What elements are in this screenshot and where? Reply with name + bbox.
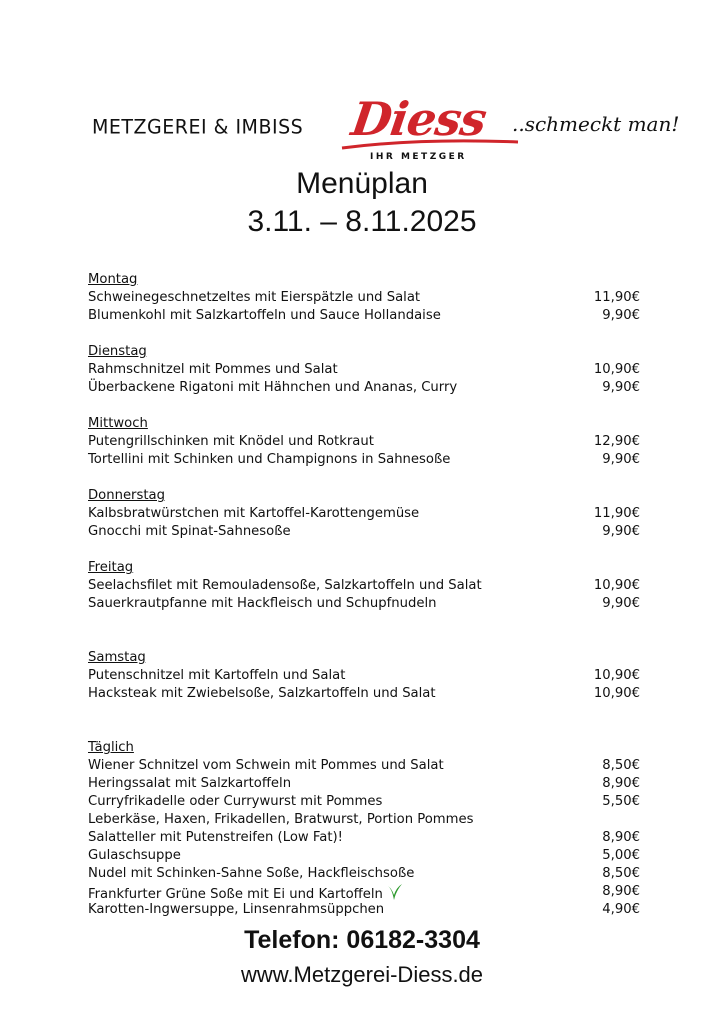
day-heading: Mittwoch bbox=[88, 416, 148, 431]
menu-item bbox=[88, 361, 648, 379]
menu-item bbox=[88, 793, 648, 811]
day-block bbox=[88, 739, 648, 919]
phone-number: Telefon: 06182-3304 bbox=[244, 926, 480, 954]
dish-name: Putengrillschinken mit Knödel und Rotkraut bbox=[88, 434, 374, 449]
dish-name: Seelachsfilet mit Remouladensoße, Salzkartoffeln und Salat bbox=[88, 578, 482, 593]
dish-name: Frankfurter Grüne Soße mit Ei und Kartoffeln bbox=[88, 887, 383, 902]
dish-price: 9,90€ bbox=[602, 524, 640, 539]
menu-item bbox=[88, 505, 648, 523]
dish-price: 10,90€ bbox=[593, 668, 640, 683]
day-heading: Dienstag bbox=[88, 344, 147, 359]
menu-item bbox=[88, 307, 648, 325]
dish-name: Gulaschsuppe bbox=[88, 848, 181, 863]
dish-price: 11,90€ bbox=[593, 290, 640, 305]
dish-name: Hacksteak mit Zwiebelsoße, Salzkartoffeln und Salat bbox=[88, 686, 436, 701]
menu-item bbox=[88, 451, 648, 469]
website-link[interactable]: www.Metzgerei-Diess.de bbox=[240, 962, 484, 987]
menu-item bbox=[88, 433, 648, 451]
day-heading: Freitag bbox=[88, 560, 134, 575]
dish-price: 9,90€ bbox=[602, 452, 640, 467]
menu-item bbox=[88, 811, 648, 829]
dish-price: 11,90€ bbox=[593, 506, 640, 521]
dish-price: 8,50€ bbox=[602, 866, 640, 881]
menu-item bbox=[88, 847, 648, 865]
menu-item bbox=[88, 577, 648, 595]
dish-name: Blumenkohl mit Salzkartoffeln und Sauce Hollandaise bbox=[88, 308, 441, 323]
dish-name: Curryfrikadelle oder Currywurst mit Pommes bbox=[88, 794, 383, 809]
day-block bbox=[88, 415, 648, 469]
dish-price: 12,90€ bbox=[593, 434, 640, 449]
dish-price: 8,90€ bbox=[602, 830, 640, 845]
dish-name: Putenschnitzel mit Kartoffeln und Salat bbox=[88, 668, 346, 683]
logo-swoosh-icon bbox=[340, 136, 520, 152]
date-range: 3.11. – 8.11.2025 bbox=[247, 205, 477, 238]
dish-price: 10,90€ bbox=[593, 362, 640, 377]
menu-item bbox=[88, 901, 648, 919]
dish-price: 8,90€ bbox=[602, 884, 640, 899]
brand-slogan: ..schmeckt man! bbox=[512, 112, 680, 136]
dish-name: Leberkäse, Haxen, Frikadellen, Bratwurst, Portion Pommes bbox=[88, 812, 474, 827]
day-block bbox=[88, 343, 648, 397]
menu-item bbox=[88, 883, 648, 901]
dish-price: 9,90€ bbox=[602, 380, 640, 395]
menu-item bbox=[88, 379, 648, 397]
menu-list bbox=[88, 271, 648, 919]
brand-logo: Diess bbox=[348, 92, 490, 146]
dish-price: 5,50€ bbox=[602, 794, 640, 809]
menu-item bbox=[88, 775, 648, 793]
dish-name: Rahmschnitzel mit Pommes und Salat bbox=[88, 362, 338, 377]
dish-name: Sauerkrautpfanne mit Hackfleisch und Schupfnudeln bbox=[88, 596, 437, 611]
dish-name: Heringssalat mit Salzkartoffeln bbox=[88, 776, 292, 791]
day-heading: Donnerstag bbox=[88, 488, 165, 503]
dish-name: Nudel mit Schinken-Sahne Soße, Hackfleischsoße bbox=[88, 866, 415, 881]
brand-header bbox=[0, 88, 724, 168]
dish-name: Überbackene Rigatoni mit Hähnchen und Ananas, Curry bbox=[88, 380, 458, 395]
menu-item bbox=[88, 757, 648, 775]
dish-price: 9,90€ bbox=[602, 308, 640, 323]
dish-name: Kalbsbratwürstchen mit Kartoffel-Karottengemüse bbox=[88, 506, 420, 521]
dish-price: 8,90€ bbox=[602, 776, 640, 791]
day-heading: Samstag bbox=[88, 650, 146, 665]
brand-subtitle: IHR METZGER bbox=[370, 152, 467, 162]
dish-name: Karotten-Ingwersuppe, Linsenrahmsüppchen bbox=[88, 902, 385, 917]
dish-name: Schweinegeschnetzeltes mit Eierspätzle und Salat bbox=[88, 290, 421, 305]
dish-price: 9,90€ bbox=[602, 596, 640, 611]
brand-name: METZGEREI & IMBISS bbox=[92, 115, 304, 139]
day-heading: Montag bbox=[88, 272, 138, 287]
day-block bbox=[88, 271, 648, 325]
menu-item bbox=[88, 829, 648, 847]
day-block bbox=[88, 487, 648, 541]
day-heading: Täglich bbox=[88, 740, 134, 755]
dish-price: 4,90€ bbox=[602, 902, 640, 917]
day-block bbox=[88, 559, 648, 613]
dish-name: Salatteller mit Putenstreifen (Low Fat)! bbox=[88, 830, 343, 845]
dish-name: Gnocchi mit Spinat-Sahnesoße bbox=[88, 524, 291, 539]
menu-item bbox=[88, 523, 648, 541]
dish-name: Wiener Schnitzel vom Schwein mit Pommes und Salat bbox=[88, 758, 444, 773]
vegetarian-icon bbox=[387, 883, 403, 901]
menu-item bbox=[88, 667, 648, 685]
menu-item bbox=[88, 685, 648, 703]
dish-name: Tortellini mit Schinken und Champignons in Sahnesoße bbox=[88, 452, 451, 467]
menu-item bbox=[88, 865, 648, 883]
dish-price: 5,00€ bbox=[602, 848, 640, 863]
dish-price: 10,90€ bbox=[593, 578, 640, 593]
page-title: Menüplan bbox=[296, 167, 428, 200]
day-block bbox=[88, 649, 648, 703]
menu-item bbox=[88, 595, 648, 613]
dish-price: 10,90€ bbox=[593, 686, 640, 701]
dish-price: 8,50€ bbox=[602, 758, 640, 773]
menu-item bbox=[88, 289, 648, 307]
